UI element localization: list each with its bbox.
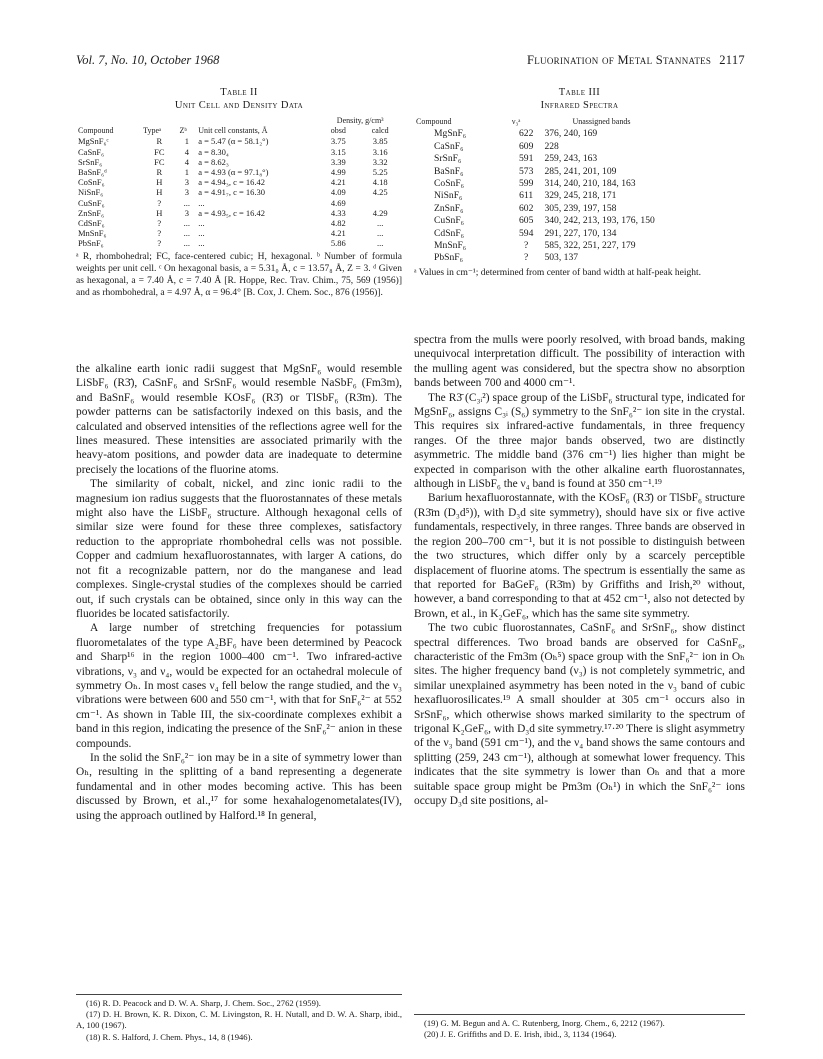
table-3-footnote: ᵃ Values in cm⁻¹; determined from center of band width at half-peak height.: [414, 267, 702, 278]
density-header: Density, g/cm³: [336, 116, 384, 125]
table-cell: 376, 240, 169: [544, 128, 598, 140]
table-cell: 4.18: [372, 177, 388, 188]
table-cell: a = 4.94₃, c = 16.42: [198, 177, 266, 188]
table-cell: ?: [524, 252, 529, 264]
table-cell: CaSnF₆: [434, 140, 464, 152]
table-cell: FC: [154, 146, 165, 157]
table-cell: 3.16: [372, 146, 388, 157]
table-cell: 1: [184, 136, 189, 147]
table-cell: 3.85: [372, 136, 388, 147]
table-row: [414, 153, 745, 165]
table-cell: CuSnF₆: [434, 215, 465, 227]
table-cell: ...: [376, 228, 384, 239]
table-cell: MgSnF₆ᶜ: [78, 136, 109, 147]
table-3-block: [414, 86, 745, 279]
table-2: [76, 116, 402, 249]
table-cell: a = 4.93₅, c = 16.42: [198, 207, 266, 218]
table-cell: a = 5.47 (α = 58.1₂°): [198, 136, 269, 147]
table-cell: 4.99: [330, 167, 346, 178]
running-header-right: [527, 53, 745, 68]
table-3-column-header: Compound: [416, 117, 452, 126]
right-column-text: [414, 333, 745, 808]
paragraph: Barium hexafluorostannate, with the KOsF₆ (R3̄) or TlSbF₆ structure (R3̄m (D₃d⁵)), with D₃d site symmetry), should have six or five active fundamentals, respectively, in three ranges. Three bands are observed in the region 200–700 cm⁻¹, but it is not possible to distinguish between the two structures, which differ only by a scarcely perceptible displacement of fluorine atoms. The spectrum is essentially the same as that reported for BaGeF₆ (R3̄m) by Griffiths and Irish,²⁰ without, however, a band corresponding to that at 452 cm⁻¹, also not detected by Brown, et al., in K₂GeF₆, which has the same site symmetry.: [414, 492, 745, 620]
table-cell: NiSnF₆: [78, 187, 104, 198]
table-cell: 4.82: [330, 218, 346, 229]
table-2-column-header: Compound: [78, 126, 114, 136]
table-cell: 4.21: [330, 177, 346, 188]
table-cell: 3: [184, 187, 189, 198]
reference-divider: [414, 1014, 745, 1015]
table-2-column-header: calcd: [371, 126, 389, 136]
table-row: [76, 167, 402, 177]
table-cell: H: [156, 207, 163, 218]
table-cell: H: [156, 177, 163, 188]
table-cell: BaSnF₆ᵈ: [78, 167, 107, 178]
table-cell: FC: [154, 156, 165, 167]
table-cell: ?: [157, 218, 162, 229]
table-cell: H: [156, 187, 163, 198]
table-cell: R: [156, 167, 163, 178]
journal-section-title: Fluorination of Metal Stannates: [527, 53, 712, 67]
table-cell: ...: [376, 238, 384, 249]
table-row: [414, 228, 745, 240]
table-cell: a = 4.91₇, c = 16.30: [198, 187, 266, 198]
table-cell: 3.15: [330, 146, 346, 157]
table-cell: 611: [519, 190, 534, 202]
table-cell: CoSnF₆: [434, 178, 465, 190]
table-cell: ZnSnF₆: [434, 202, 464, 214]
table-2-footnote: ᵃ R, rhombohedral; FC, face-centered cubic; H, hexagonal. ᵇ Number of formula weights per unit cell. ᶜ On hexagonal basis, a = 5.31₀ Å, c = 13.57₈ Å, Z = 3. ᵈ Given as hexagonal, a = 7.40 Å, c = 7.40 Å [R. Hoppe, Rec. Trav. Chim., 75, 569 (1956)] and as rhombohedral, a = 4.97 Å, α = 96.4° [B. Cox, J. Chem. Soc., 876 (1956)].: [76, 251, 402, 298]
table-cell: ?: [157, 238, 162, 249]
table-row: [76, 147, 402, 157]
table-2-block: [76, 86, 402, 299]
table-cell: SrSnF₆: [434, 153, 462, 165]
reference-18: (18) R. S. Halford, J. Chem. Phys., 14, 8 (1946).: [86, 1031, 253, 1042]
table-cell: ...: [376, 218, 384, 229]
table-row: [76, 228, 402, 238]
table-cell: 314, 240, 210, 184, 163: [544, 178, 636, 190]
table-cell: 573: [518, 165, 534, 177]
table-row: [76, 218, 402, 228]
table-row: [414, 166, 745, 178]
table-2-column-header: obsd: [330, 126, 346, 136]
table-row: [414, 141, 745, 153]
table-2-column-header: Zᵇ: [179, 126, 187, 136]
table-cell: 585, 322, 251, 227, 179: [544, 240, 636, 252]
table-row: [414, 128, 745, 140]
table-cell: 1: [184, 167, 189, 178]
table-row: [414, 240, 745, 252]
table-3-column-header: ν₃ᵃ: [511, 117, 521, 126]
table-cell: PbSnF₆: [434, 252, 463, 264]
table-2-title: Unit Cell and Density Data: [174, 100, 304, 111]
table-cell: 591: [518, 153, 534, 165]
table-row: [76, 177, 402, 187]
table-cell: 340, 242, 213, 193, 176, 150: [544, 215, 655, 227]
table-cell: MnSnF₆: [434, 240, 467, 252]
table-3-number: Table III: [558, 87, 601, 98]
left-column-text: [76, 362, 402, 823]
table-cell: a = 4.93 (α = 97.1₈°): [198, 167, 269, 178]
table-cell: a = 8.30₄: [198, 146, 229, 157]
table-row: [76, 238, 402, 248]
table-row: [76, 136, 402, 146]
reference-17: (17) D. H. Brown, K. R. Dixon, C. M. Livingston, R. H. Nutall, and D. W. A. Sharp, ibid., A, 100 (1967).: [76, 1009, 402, 1031]
table-cell: 622: [518, 128, 534, 140]
table-cell: [358, 198, 402, 208]
table-row: [76, 157, 402, 167]
paragraph: The R3̄ (C₃ᵢ²) space group of the LiSbF₆ structural type, indicated for MgSnF₆, assigns C₃ᵢ (S₆) symmetry to the SnF₆²⁻ ion site in the crystal. This requires six infrared-active fundamentals, in three frequency ranges. Of the three major bands observed, two are distinctly asymmetric. The middle band (376 cm⁻¹) lies higher than might be expected in comparison with the other alkaline earth fluorostannates, although in LiSbF₆ the ν₄ band is found at 350 cm⁻¹.¹⁹: [414, 391, 745, 491]
table-row: [414, 252, 745, 264]
table-cell: ?: [524, 240, 529, 252]
table-cell: CdSnF₆: [78, 218, 105, 229]
table-cell: 594: [518, 227, 534, 239]
paragraph: A large number of stretching frequencies for potassium fluorometalates of the type A₂BF₆ have been determined by Peacock and Sharp¹⁶ in the region 1000–400 cm⁻¹. Two infrared-active vibrations, ν₃ and ν₄, would be expected for an octahedral molecule of symmetry Oₕ. In most cases ν₄ fell below the range studied, and the ν₃ vibrations were between 600 and 550 cm⁻¹, with that for SnF₆²⁻ at 552 cm⁻¹. As shown in Table III, the six-coordinate complexes exhibit a band in this region, indicating the presence of the SnF₆²⁻ anion in these compounds.: [76, 622, 402, 750]
table-cell: NiSnF₆: [434, 190, 463, 202]
paragraph: the alkaline earth ionic radii suggest that MgSnF₆ would resemble LiSbF₆ (R3̄), CaSnF₆ and SrSnF₆ would resemble NaSbF₆ (Fm3m), and BaSnF₆ would resemble KOsF₆ (R3̄) or TlSbF₆ (R3̄m). The powder patterns can be satisfactorily indexed on this basis, and the calculated and observed intensities of the reflections agree well for the lines measured. These intensities are associated primarily with the heavy-atom positions, and powder data are inadequate to determine precisely the locations of the fluorine atoms.: [76, 363, 402, 476]
page-number: 2117: [719, 53, 745, 67]
table-cell: 503, 137: [544, 252, 579, 264]
table-cell: CdSnF₆: [434, 227, 465, 239]
table-cell: 4.29: [372, 207, 388, 218]
table-cell: SrSnF₆: [78, 156, 103, 167]
table-cell: 609: [518, 140, 534, 152]
table-cell: 4: [184, 146, 189, 157]
paragraph: In the solid the SnF₆²⁻ ion may be in a site of symmetry lower than Oₕ, resulting in the splitting of a band representing a degenerate fundamental and in other modes becoming active. This has been discussed by Brown, et al.,¹⁷ for some hexahalogenometalates(IV), using the approach outlined by Halford.¹⁸ In general,: [76, 751, 402, 822]
table-row: [414, 190, 745, 202]
reference-divider: [76, 994, 402, 995]
table-cell: ...: [198, 197, 205, 208]
table-3: [414, 116, 745, 265]
table-cell: 599: [518, 178, 534, 190]
table-cell: ...: [198, 218, 205, 229]
table-row: [76, 198, 402, 208]
table-cell: 4.21: [330, 228, 346, 239]
table-2-column-header: Typeᵃ: [143, 126, 162, 136]
running-header-left: Vol. 7, No. 10, October 1968: [76, 53, 220, 67]
table-cell: a = 8.62₃: [198, 156, 229, 167]
table-cell: 291, 227, 170, 134: [544, 227, 617, 239]
table-cell: 605: [518, 215, 534, 227]
table-cell: 4.25: [372, 187, 388, 198]
table-cell: ?: [157, 197, 162, 208]
table-cell: MnSnF₆: [78, 228, 107, 239]
table-cell: MgSnF₆: [434, 128, 467, 140]
table-cell: 228: [544, 140, 559, 152]
left-references: [76, 990, 402, 1043]
table-cell: 305, 239, 197, 158: [544, 202, 617, 214]
table-cell: 602: [518, 202, 534, 214]
table-cell: 4.33: [330, 207, 346, 218]
table-cell: 3.32: [372, 156, 388, 167]
table-2-column-header: Unit cell constants, Å: [198, 126, 268, 136]
table-cell: ?: [157, 228, 162, 239]
table-cell: CuSnF₆: [78, 197, 105, 208]
table-cell: R: [156, 136, 163, 147]
paragraph: The similarity of cobalt, nickel, and zinc ionic radii to the magnesium ion radius suggests that the fluorostannates of these metals might also have the LiSbF₆ structure. Although hexagonal cells of similar size were found for these three complexes, satisfactory reduction to the appropriate rhombohedral cells was not possible. Copper and cadmium hexafluorostannates, with larger A cations, do not fit a recognizable pattern, nor do the manganese and lead complexes. Single-crystal studies of the complexes should be carried out, if such crystals can be obtained, since only in this way can the fluorides be located satisfactorily.: [76, 478, 402, 620]
table-cell: ...: [183, 218, 191, 229]
table-cell: 285, 241, 201, 109: [544, 165, 617, 177]
table-cell: 3: [184, 177, 189, 188]
table-3-column-header: Unassigned bands: [572, 117, 631, 126]
table-cell: 5.25: [372, 167, 388, 178]
table-cell: 259, 243, 163: [544, 153, 598, 165]
table-row: [414, 203, 745, 215]
table-cell: CaSnF₆: [78, 146, 105, 157]
table-cell: ...: [183, 228, 191, 239]
right-references: [414, 1010, 745, 1040]
paragraph: The two cubic fluorostannates, CaSnF₆ and SrSnF₆, show distinct spectral differences. Two broad bands are observed for CaSnF₆, characteristic of the Fm3m (Oₕ⁵) space group with the SnF₆²⁻ ion in Oₕ sites. The higher frequency band (ν₃) is not completely symmetric, and similar unexplained asymmetry has been noted in the ν₃ band of cubic hexafluorosilicates.¹⁹ A small shoulder at 305 cm⁻¹ occurs also in SrSnF₆, which otherwise shows marked similarity to the spectrum of trigonal K₂GeF₆, with D₃d site symmetry.¹⁷·²⁰ There is slight asymmetry of the ν₃ band (591 cm⁻¹), and the ν₄ band shows the same contours and splitting (259, 243 cm⁻¹), although at somewhat lower frequency. This indicates that the site symmetry is lower than Oₕ and that a more suitable space group might be Pm3m (Oₕ¹) in which the SnF₆²⁻ ions occupy D₃d site positions, al-: [414, 622, 745, 807]
table-cell: 4.69: [330, 197, 346, 208]
table-cell: PbSnF₆: [78, 238, 104, 249]
table-cell: 4.09: [330, 187, 346, 198]
table-cell: ...: [183, 238, 191, 249]
table-cell: 3.39: [330, 156, 346, 167]
table-cell: 329, 245, 218, 171: [544, 190, 617, 202]
paragraph: spectra from the mulls were poorly resolved, with broad bands, making unequivocal interpretation difficult. The possibility of interaction with the mulling agent was considered, but the spectra show no absorption bands between 700 and 4000 cm⁻¹.: [414, 334, 745, 390]
reference-20: (20) J. E. Griffiths and D. E. Irish, ibid., 3, 1134 (1964).: [424, 1029, 617, 1040]
reference-16: (16) R. D. Peacock and D. W. A. Sharp, J. Chem. Soc., 2762 (1959).: [86, 998, 321, 1008]
table-cell: 3.75: [330, 136, 346, 147]
table-3-title: Infrared Spectra: [540, 100, 619, 111]
table-row: [414, 178, 745, 190]
table-row: [76, 208, 402, 218]
reference-19: (19) G. M. Begun and A. C. Rutenberg, Inorg. Chem., 6, 2212 (1967).: [424, 1018, 665, 1028]
table-cell: ZnSnF₆: [78, 207, 105, 218]
table-cell: CoSnF₆: [78, 177, 105, 188]
table-cell: ...: [183, 197, 191, 208]
table-cell: ...: [198, 228, 205, 239]
table-row: [414, 215, 745, 227]
table-cell: 4: [184, 156, 189, 167]
table-cell: ...: [198, 238, 205, 249]
table-cell: 3: [184, 207, 189, 218]
table-2-number: Table II: [220, 87, 258, 98]
table-row: [76, 187, 402, 197]
table-cell: 5.86: [330, 238, 346, 249]
table-cell: BaSnF₆: [434, 165, 464, 177]
